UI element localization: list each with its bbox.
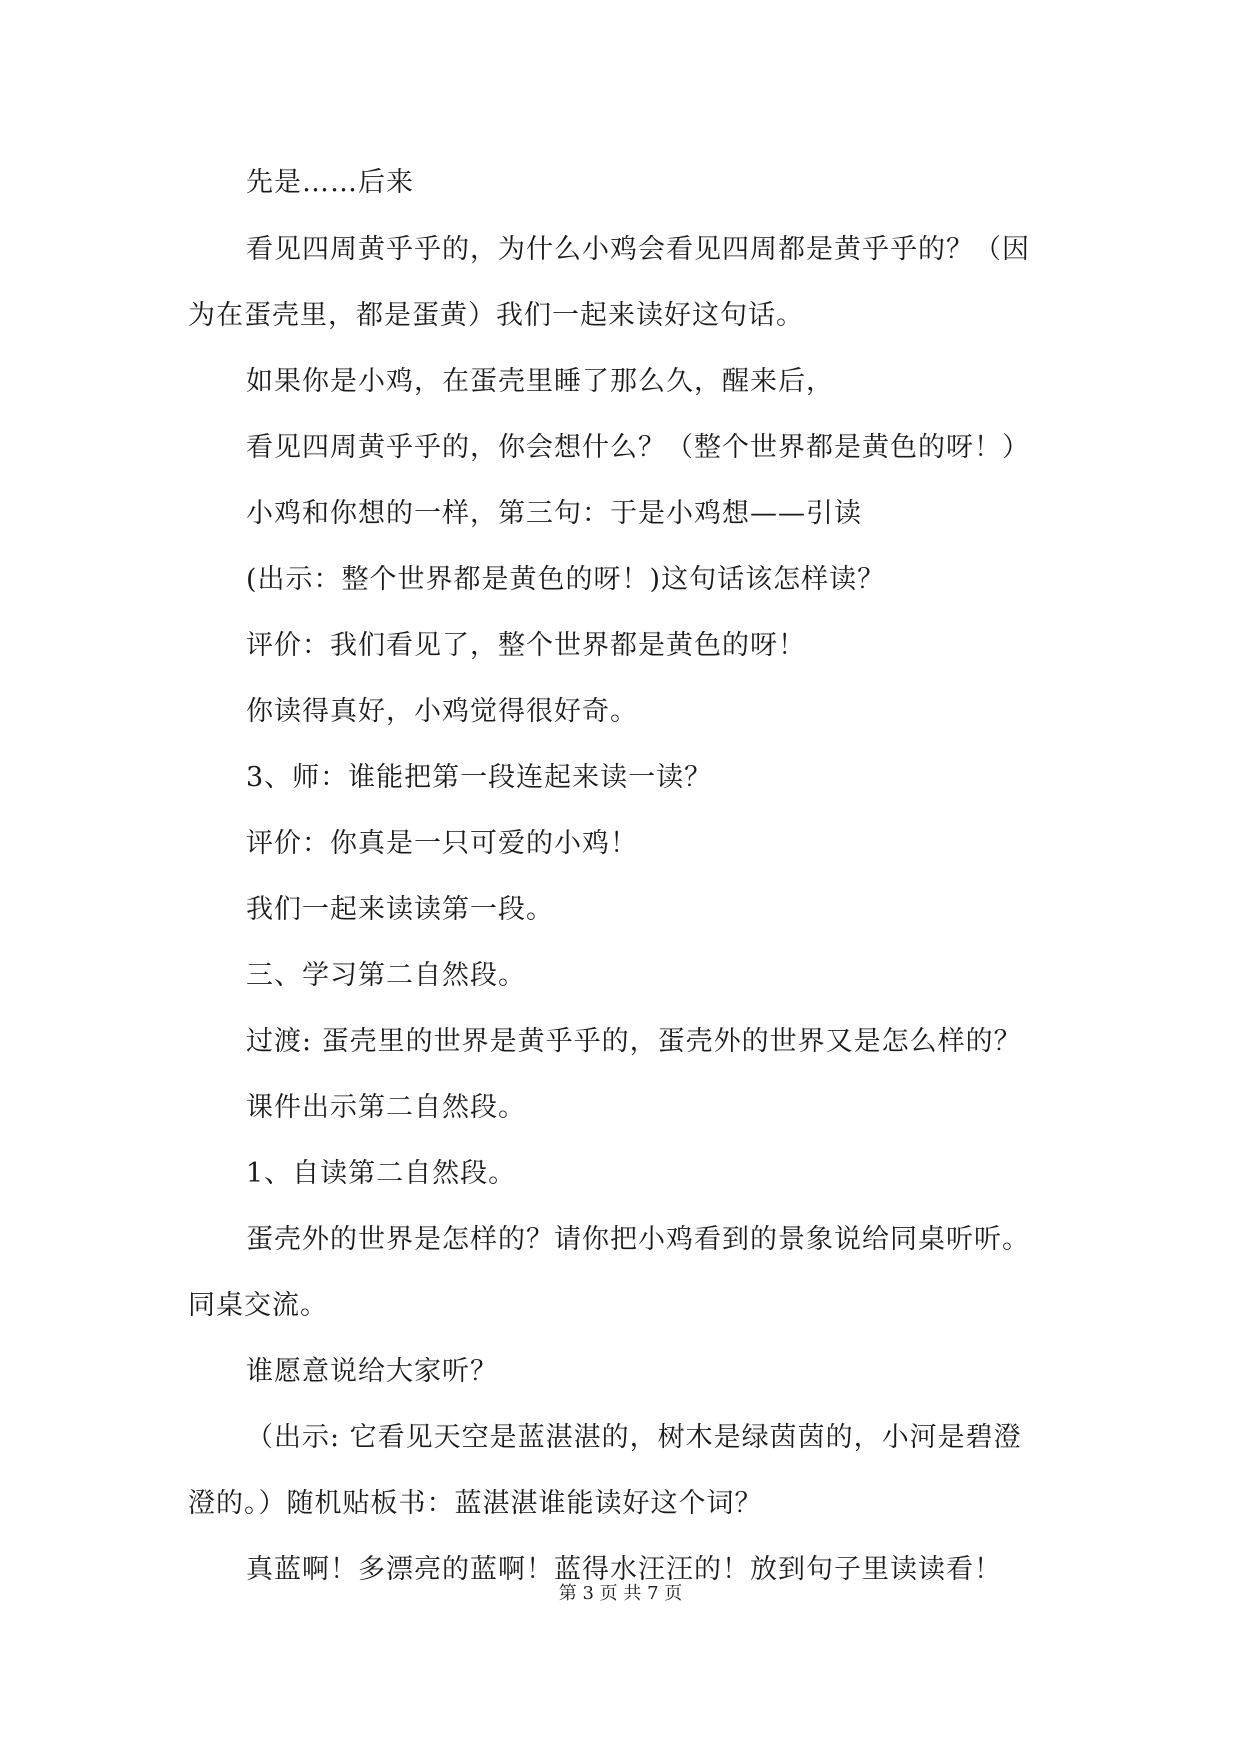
text-line: 看见四周黄乎乎的，为什么小鸡会看见四周都是黄乎乎的？（因 — [246, 234, 1030, 265]
text-line: 看见四周黄乎乎的，你会想什么？（整个世界都是黄色的呀！） — [246, 432, 1030, 463]
text-line: 小鸡和你想的一样，第三句：于是小鸡想——引读 — [246, 498, 862, 529]
section-heading: 三、学习第二自然段。 — [246, 960, 526, 991]
text-line: 1、自读第二自然段。 — [246, 1158, 517, 1189]
text-line: 真蓝啊！多漂亮的蓝啊！蓝得水汪汪的！放到句子里读读看！ — [246, 1554, 1002, 1585]
text-line: 先是……后来 — [246, 167, 414, 198]
text-line: 3、师：谁能把第一段连起来读一读？ — [246, 762, 713, 793]
text-line: 同桌交流。 — [188, 1290, 328, 1321]
page-number-footer: 第 3 页 共 7 页 — [558, 1583, 683, 1604]
text-line: 我们一起来读读第一段。 — [246, 894, 554, 925]
text-line: 过渡: 蛋壳里的世界是黄乎乎的，蛋壳外的世界又是怎么样的？ — [246, 1026, 1022, 1057]
text-line: 如果你是小鸡，在蛋壳里睡了那么久，醒来后， — [246, 366, 834, 397]
text-line: （出示: 它看见天空是蓝湛湛的，树木是绿茵茵的，小河是碧澄 — [246, 1422, 1022, 1453]
text-line: (出示：整个世界都是黄色的呀！)这句话该怎样读？ — [246, 564, 886, 595]
text-line: 评价：我们看见了，整个世界都是黄色的呀！ — [246, 630, 806, 661]
text-line: 澄的。）随机贴板书：蓝湛湛谁能读好这个词？ — [188, 1488, 763, 1519]
text-line: 课件出示第二自然段。 — [246, 1092, 526, 1123]
text-line: 为在蛋壳里，都是蛋黄）我们一起来读好这句话。 — [188, 300, 804, 331]
text-line: 谁愿意说给大家听？ — [246, 1356, 498, 1387]
text-line: 评价：你真是一只可爱的小鸡！ — [246, 828, 638, 859]
text-line: 你读得真好，小鸡觉得很好奇。 — [246, 696, 638, 727]
text-line: 蛋壳外的世界是怎样的？请你把小鸡看到的景象说给同桌听听。 — [246, 1224, 1030, 1255]
